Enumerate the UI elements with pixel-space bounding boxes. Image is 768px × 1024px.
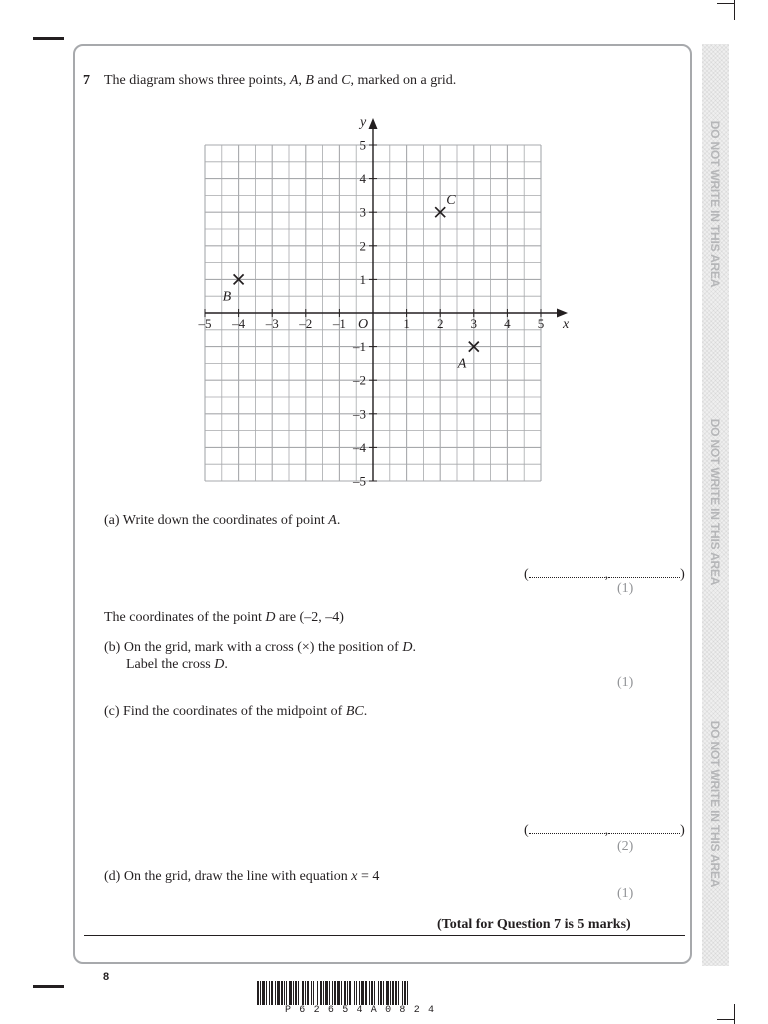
point-a-label: A [457, 356, 467, 372]
part-c-question: (c) Find the coordinates of the midpoint of BC. [104, 704, 368, 719]
x-tick-label: 1 [403, 316, 410, 331]
part-b-question-line2: Label the cross D. [126, 657, 228, 672]
point-c-label: C [446, 193, 456, 209]
question-number: 7 [83, 73, 90, 88]
part-b-marks: (1) [617, 675, 634, 690]
point-b-label: B [222, 289, 232, 305]
part-a-marks: (1) [617, 581, 634, 596]
x-tick-label: –4 [232, 316, 246, 331]
x-tick-label: –3 [265, 316, 279, 331]
y-tick-label: 1 [359, 271, 366, 287]
margin-warning-top: DO NOT WRITE IN THIS AREA [708, 120, 722, 288]
barcode [257, 981, 512, 1005]
x-tick-label: 4 [504, 316, 511, 331]
x-axis-label: x [563, 317, 570, 332]
origin-label: O [358, 317, 369, 332]
margin-warning-bottom: DO NOT WRITE IN THIS AREA [708, 720, 722, 888]
y-tick-label: –3 [353, 406, 366, 422]
x-tick-label: 2 [436, 316, 444, 331]
point-d-statement: The coordinates of the point D are (–2, –4) [104, 610, 344, 625]
page-number: 8 [103, 971, 110, 983]
part-c-marks: (2) [617, 839, 634, 854]
x-tick-label: 5 [537, 316, 545, 331]
y-tick-label: 4 [359, 171, 366, 187]
x-tick-label: –5 [198, 316, 212, 331]
y-tick-label: 2 [359, 238, 366, 254]
margin-warning-middle: DO NOT WRITE IN THIS AREA [708, 418, 722, 586]
y-tick-label: –2 [353, 372, 366, 388]
footer-rule [84, 935, 685, 936]
y-axis-label: y [360, 115, 367, 130]
y-tick-label: 5 [359, 137, 366, 153]
part-d-marks: (1) [617, 886, 634, 901]
x-tick-label: –1 [332, 316, 346, 331]
x-tick-label: 3 [470, 316, 478, 331]
y-tick-label: –1 [353, 339, 366, 355]
part-a-answer-field[interactable]: ( , ) [524, 567, 685, 582]
y-tick-label: 3 [359, 204, 366, 220]
part-d-question: (d) On the grid, draw the line with equation x = 4 [104, 869, 380, 884]
y-tick-label: –4 [353, 439, 366, 455]
part-a-question: (a) Write down the coordinates of point A. [104, 513, 341, 528]
question-total: (Total for Question 7 is 5 marks) [437, 917, 631, 932]
part-c-answer-field[interactable]: ( , ) [524, 823, 685, 838]
x-tick-label: –2 [299, 316, 313, 331]
y-axis-arrow [369, 118, 378, 129]
question-intro: The diagram shows three points, A, B and C, marked on a grid. [104, 73, 457, 88]
part-b-question-line1: (b) On the grid, mark with a cross (×) the position of D. [104, 640, 416, 655]
barcode-text: P62654A0824 [285, 1005, 443, 1016]
y-tick-label: –5 [353, 473, 366, 489]
